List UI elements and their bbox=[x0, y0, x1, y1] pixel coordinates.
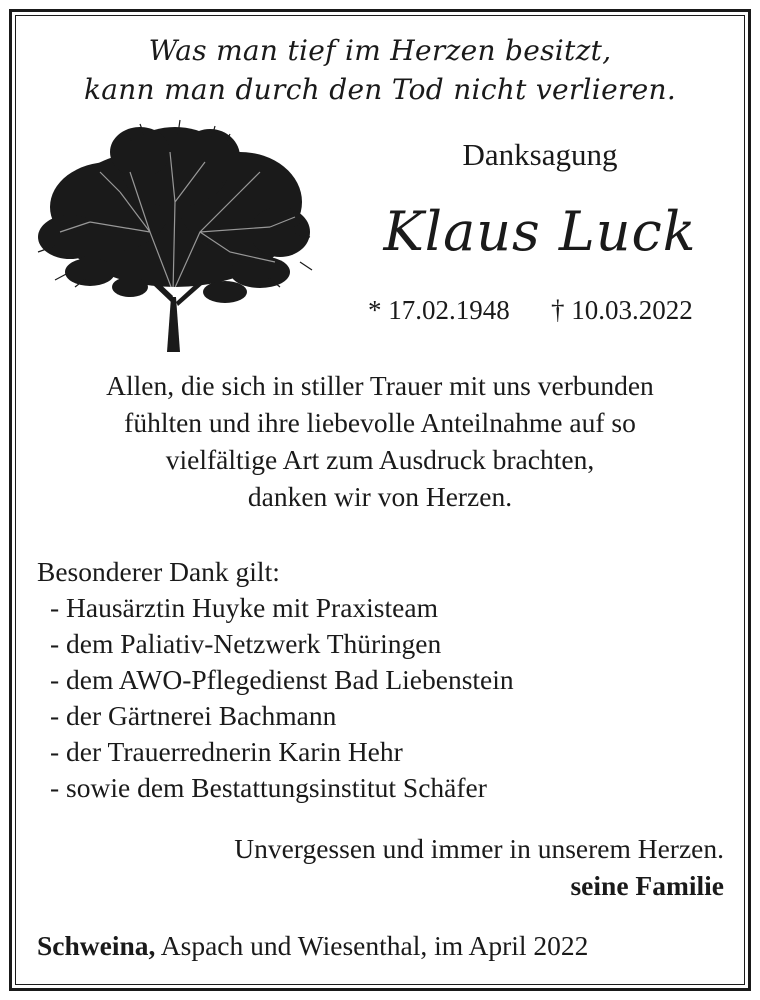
thanks-list-item: - dem AWO-Pflegedienst Bad Liebenstein bbox=[50, 664, 514, 695]
thanks-list-item: - sowie dem Bestattungsinstitut Schäfer bbox=[50, 772, 487, 803]
signature: seine Familie bbox=[570, 870, 724, 901]
thanks-list-item: - der Trauerrednerin Karin Hehr bbox=[50, 736, 403, 767]
birth-date: * 17.02.1948 bbox=[368, 295, 510, 325]
message-line-4: danken wir von Herzen. bbox=[247, 481, 513, 512]
heading-danksagung: Danksagung bbox=[462, 137, 618, 172]
closing-line: Unvergessen und immer in unserem Herzen. bbox=[234, 833, 724, 864]
message-line-2: fühlten und ihre liebevolle Anteilnahme auf so bbox=[124, 407, 636, 438]
motto-line-2: kann man durch den Tod nicht verlieren. bbox=[83, 73, 677, 106]
motto-line-1: Was man tief im Herzen besitzt, bbox=[148, 34, 612, 67]
thanks-list-item: - der Gärtnerei Bachmann bbox=[50, 700, 337, 731]
place-date-line bbox=[37, 930, 588, 962]
tree-icon bbox=[30, 112, 320, 352]
thanks-list-item: - dem Paliativ-Netzwerk Thüringen bbox=[50, 628, 442, 659]
message-line-1: Allen, die sich in stiller Trauer mit uns verbunden bbox=[106, 370, 654, 401]
thanks-list-item: - Hausärztin Huyke mit Praxisteam bbox=[50, 592, 438, 623]
message-line-3: vielfältige Art zum Ausdruck brachten, bbox=[165, 444, 595, 475]
place-rest: Aspach und Wiesenthal, im April 2022 bbox=[155, 930, 589, 961]
special-thanks-heading: Besonderer Dank gilt: bbox=[37, 556, 280, 587]
death-date: † 10.03.2022 bbox=[551, 295, 693, 325]
place-town: Schweina, bbox=[37, 930, 156, 961]
deceased-name: Klaus Luck bbox=[383, 200, 697, 263]
